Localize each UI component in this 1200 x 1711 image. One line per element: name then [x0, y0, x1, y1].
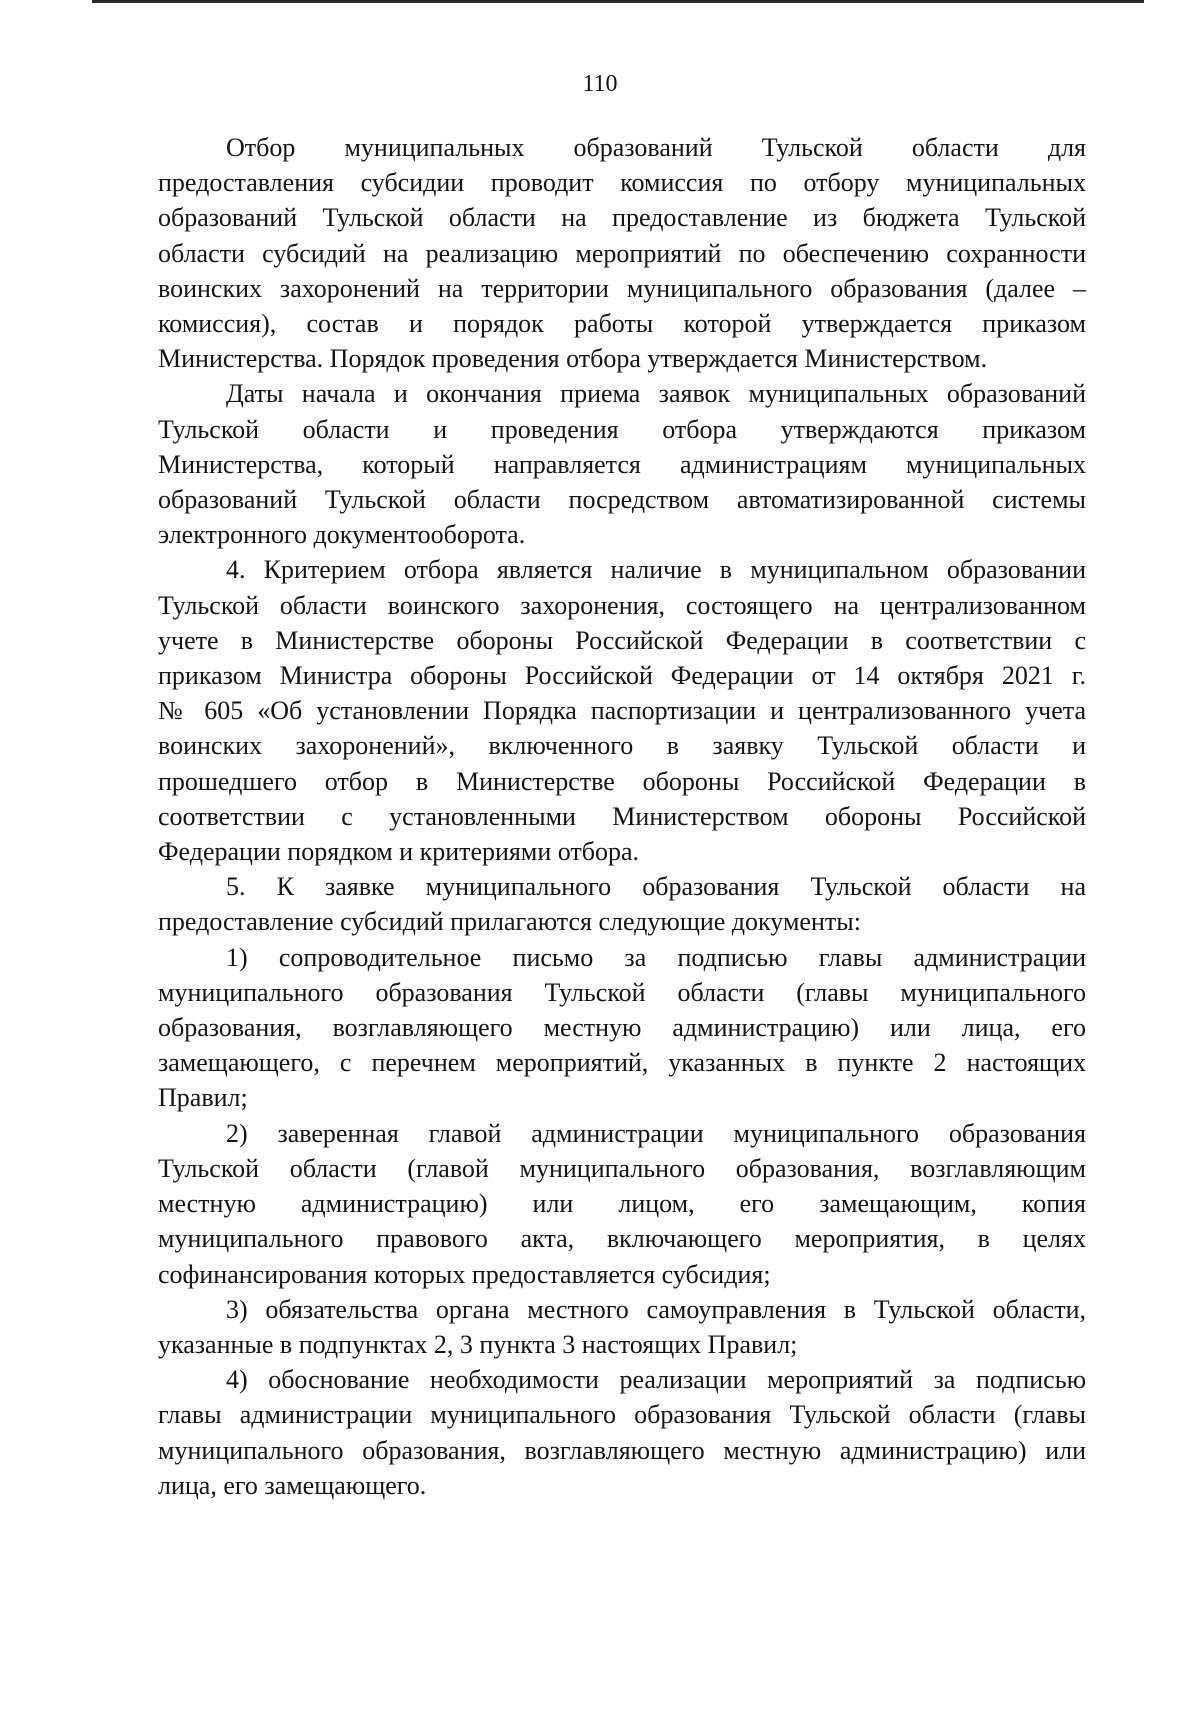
- text-line: прошедшего отбор в Министерстве обороны Российской Федерации в: [158, 766, 1086, 796]
- text-line: образований Тульской области на предоставление из бюджета Тульской: [158, 203, 1086, 233]
- text-line-last: Федерации порядком и критериями отбора.: [158, 837, 640, 867]
- paragraph: [158, 1116, 1086, 1292]
- text-line: воинских захоронений на территории муниципального образования (далее –: [158, 273, 1086, 303]
- page-number: 110: [582, 71, 618, 97]
- text-line: 5. К заявке муниципального образования Тульской области на: [226, 872, 1086, 902]
- paragraph: [158, 552, 1086, 869]
- text-line: Даты начала и окончания приема заявок муниципальных образований: [226, 379, 1086, 409]
- text-line: муниципального правового акта, включающего мероприятия, в целях: [158, 1224, 1086, 1254]
- text-line: 3) обязательства органа местного самоуправления в Тульской области,: [226, 1294, 1086, 1324]
- text-line: Тульской области воинского захоронения, состоящего на централизованном: [158, 590, 1086, 620]
- top-border-line: [92, 0, 1144, 3]
- text-line: предоставления субсидии проводит комиссия по отбору муниципальных: [158, 168, 1086, 198]
- text-line-last: лица, его замещающего.: [158, 1470, 427, 1500]
- text-line: 1) сопроводительное письмо за подписью главы администрации: [226, 942, 1086, 972]
- text-line: соответствии с установленными Министерством обороны Российской: [158, 801, 1086, 831]
- text-line: образований Тульской области посредством автоматизированной системы: [158, 485, 1086, 515]
- text-line: Тульской области и проведения отбора утверждаются приказом: [158, 414, 1086, 444]
- text-line-last: Министерства. Порядок проведения отбора утверждается Министерством.: [158, 344, 988, 374]
- text-line: № 605 «Об установлении Порядка паспортизации и централизованного учета: [158, 696, 1086, 726]
- paragraph: [158, 376, 1086, 552]
- text-line: муниципального образования, возглавляющего местную администрацию) или: [158, 1435, 1086, 1465]
- text-line: 2) заверенная главой администрации муниципального образования: [226, 1118, 1086, 1148]
- text-line: главы администрации муниципального образования Тульской области (главы: [158, 1400, 1086, 1430]
- text-line: учете в Министерстве обороны Российской Федерации в соответствии с: [158, 625, 1086, 655]
- text-line: Тульской области (главой муниципального образования, возглавляющим: [158, 1153, 1086, 1183]
- text-line: муниципального образования Тульской области (главы муниципального: [158, 977, 1086, 1007]
- text-line-last: предоставление субсидий прилагаются следующие документы:: [158, 907, 861, 937]
- text-line: местную администрацию) или лицом, его замещающим, копия: [158, 1189, 1086, 1219]
- text-line: 4. Критерием отбора является наличие в муниципальном образовании: [226, 555, 1086, 585]
- text-line: комиссия), состав и порядок работы которой утверждается приказом: [158, 309, 1086, 339]
- text-line: замещающего, с перечнем мероприятий, указанных в пункте 2 настоящих: [158, 1048, 1086, 1078]
- text-line-last: электронного документооборота.: [158, 520, 526, 550]
- document-body: [158, 130, 1086, 1503]
- text-line: Отбор муниципальных образований Тульской области для: [226, 133, 1086, 162]
- paragraph: [158, 130, 1086, 376]
- paragraph: [158, 1362, 1086, 1503]
- text-line: воинских захоронений», включенного в заявку Тульской области и: [158, 731, 1086, 761]
- paragraph: [158, 869, 1086, 939]
- text-line: Министерства, который направляется администрациям муниципальных: [158, 449, 1086, 479]
- text-line-last: софинансирования которых предоставляется субсидия;: [158, 1259, 771, 1289]
- text-line: приказом Министра обороны Российской Федерации от 14 октября 2021 г.: [158, 661, 1086, 691]
- text-line-last: указанные в подпунктах 2, 3 пункта 3 настоящих Правил;: [158, 1329, 798, 1359]
- paragraph: [158, 940, 1086, 1116]
- text-line-last: Правил;: [158, 1083, 248, 1113]
- text-line: области субсидий на реализацию мероприятий по обеспечению сохранности: [158, 238, 1086, 268]
- paragraph: [158, 1292, 1086, 1362]
- text-line: 4) обоснование необходимости реализации мероприятий за подписью: [226, 1365, 1086, 1395]
- text-line: образования, возглавляющего местную администрацию) или лица, его: [158, 1013, 1086, 1043]
